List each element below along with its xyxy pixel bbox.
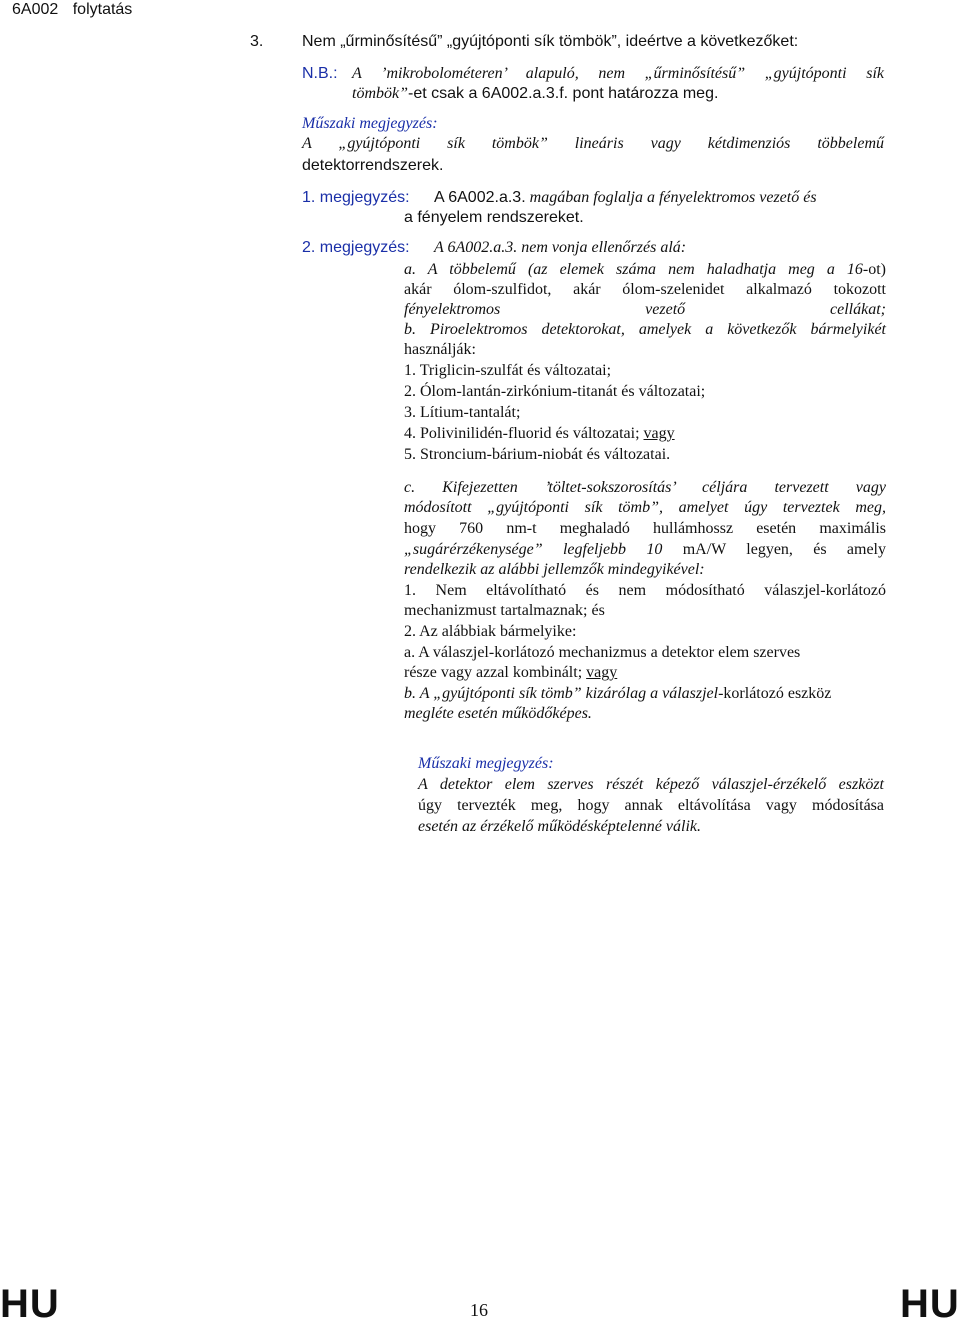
tech-note-2-line-3: esetén az érzékelő működésképtelenné válik. (418, 818, 701, 835)
header-status: folytatás (72, 1, 133, 18)
note-2-c-2b-line-1-rest: korlátozó eszköz (723, 685, 832, 702)
vagy-connector: vagy (586, 664, 618, 681)
note-2-text: A 6A002.a.3. nem vonja ellenőrzés alá: (434, 239, 687, 256)
item-3-text: Nem „űrminősítésű” „gyújtóponti sík tömbök”, ideértve a következőket: (302, 33, 799, 50)
note-1-ref: A 6A002.a.3. (434, 189, 526, 206)
nb-line-2-italic: tömbök” (352, 85, 408, 102)
note-2-c-line-2: módosított „gyújtóponti sík tömb”, amelyet úgy terveztek meg, (404, 499, 886, 516)
item-3-number: 3. (250, 33, 264, 50)
tech-note-1-line-2: detektorrendszerek. (302, 157, 444, 174)
note-2-c-line-4 (404, 540, 886, 560)
note-2-b-line-1-text: b. Piroelektromos detektorokat, amelyek a következők bármelyikét (404, 321, 886, 338)
list-item: 3. Lítium-tantalát; (404, 404, 521, 421)
note-1-line-2: a fényelem rendszereket. (404, 209, 584, 226)
note-2-c-1-line-2: mechanizmust tartalmaznak; és (404, 602, 605, 619)
note-2-c-2a-line-2 (404, 663, 617, 683)
note-2-a-line-3: fényelektromos vezető cellákat; (404, 301, 886, 318)
list-item (404, 424, 675, 444)
nb-line-2 (352, 84, 718, 104)
note-2-a-line-1 (404, 260, 886, 280)
note-2-c-line-3: hogy 760 nm-t meghaladó hullámhossz esetén maximális (404, 520, 886, 537)
note-2-label: 2. megjegyzés: (302, 239, 410, 256)
note-1-line-1 (434, 188, 817, 208)
tech-note-2-heading: Műszaki megjegyzés: (418, 755, 554, 772)
running-header (12, 0, 132, 20)
note-2-a-line-2: akár ólom-szulfidot, akár ólom-szelenidet alkalmazó tokozott (404, 281, 886, 298)
nb-label: N.B.: (302, 65, 338, 82)
page-number: 16 (470, 1300, 488, 1320)
tech-note-2-line-1: A detektor elem szerves részét képező válaszjel-érzékelő eszközt (418, 776, 884, 793)
list-item: 2. Ólom-lantán-zirkónium-titanát és változatai; (404, 383, 706, 400)
note-2-b-line-2: használják: (404, 341, 476, 358)
tech-note-1-line-1: A „gyújtóponti sík tömbök” lineáris vagy kétdimenziós többelemű (302, 135, 884, 152)
note-2-c-2: 2. Az alábbiak bármelyike: (404, 623, 577, 640)
note-2-b-line-1 (404, 320, 886, 340)
nb-line-2-rest: -et csak a 6A002.a.3.f. pont határozza meg. (408, 85, 719, 102)
vagy-connector: vagy (643, 425, 675, 442)
list-item: 5. Stroncium-bárium-niobát és változatai. (404, 446, 671, 463)
note-2-c-1-line-1: 1. Nem eltávolítható és nem módosítható válaszjel-korlátozó (404, 582, 886, 599)
footer-language-left: HU (0, 1282, 60, 1326)
note-2-c-2a-line-1: a. A válaszjel-korlátozó mechanizmus a detektor elem szerves (404, 644, 801, 661)
note-2-c-2b-line-1 (404, 684, 831, 704)
list-item: 1. Triglicin-szulfát és változatai; (404, 362, 612, 379)
nb-line-1: A ’mikrobolométeren’ alapuló, nem „űrminősítésű” „gyújtóponti sík (352, 65, 884, 82)
note-1-text: magában foglalja a fényelektromos vezető és (529, 189, 817, 206)
note-2-a-line-1-italic: a. A többelemű (az elemek száma nem haladhatja meg a 16- (404, 261, 869, 278)
note-2-c-line-4-rest: mA/W legyen, és amely (662, 541, 886, 558)
header-ref: 6A002 (12, 1, 59, 18)
note-2-c-line-5: rendelkezik az alábbi jellemzők mindegyikével: (404, 561, 705, 578)
note-2-c-2b-line-1-italic: b. A „gyújtóponti sík tömb” kizárólag a válaszjel- (404, 685, 724, 702)
list-item-text: 4. Polivinilidén-fluorid és változatai; (404, 425, 640, 442)
footer-language-right: HU (900, 1282, 960, 1326)
note-1-label: 1. megjegyzés: (302, 189, 410, 206)
tech-note-2-line-2: úgy tervezték meg, hogy annak eltávolítása vagy módosítása (418, 797, 884, 814)
note-2-c-2b-line-2: megléte esetén működőképes. (404, 705, 592, 722)
note-2-a-line-1-rest: ot) (868, 261, 886, 278)
note-2-c-2a-line-2-text: része vagy azzal kombinált; (404, 664, 583, 681)
tech-note-1-heading: Műszaki megjegyzés: (302, 115, 438, 132)
note-2-c-line-1: c. Kifejezetten ’töltet-sokszorosítás’ céljára tervezett vagy (404, 479, 886, 496)
note-2-c-line-4-italic: „sugárérzékenysége” legfeljebb 10 (404, 541, 663, 558)
